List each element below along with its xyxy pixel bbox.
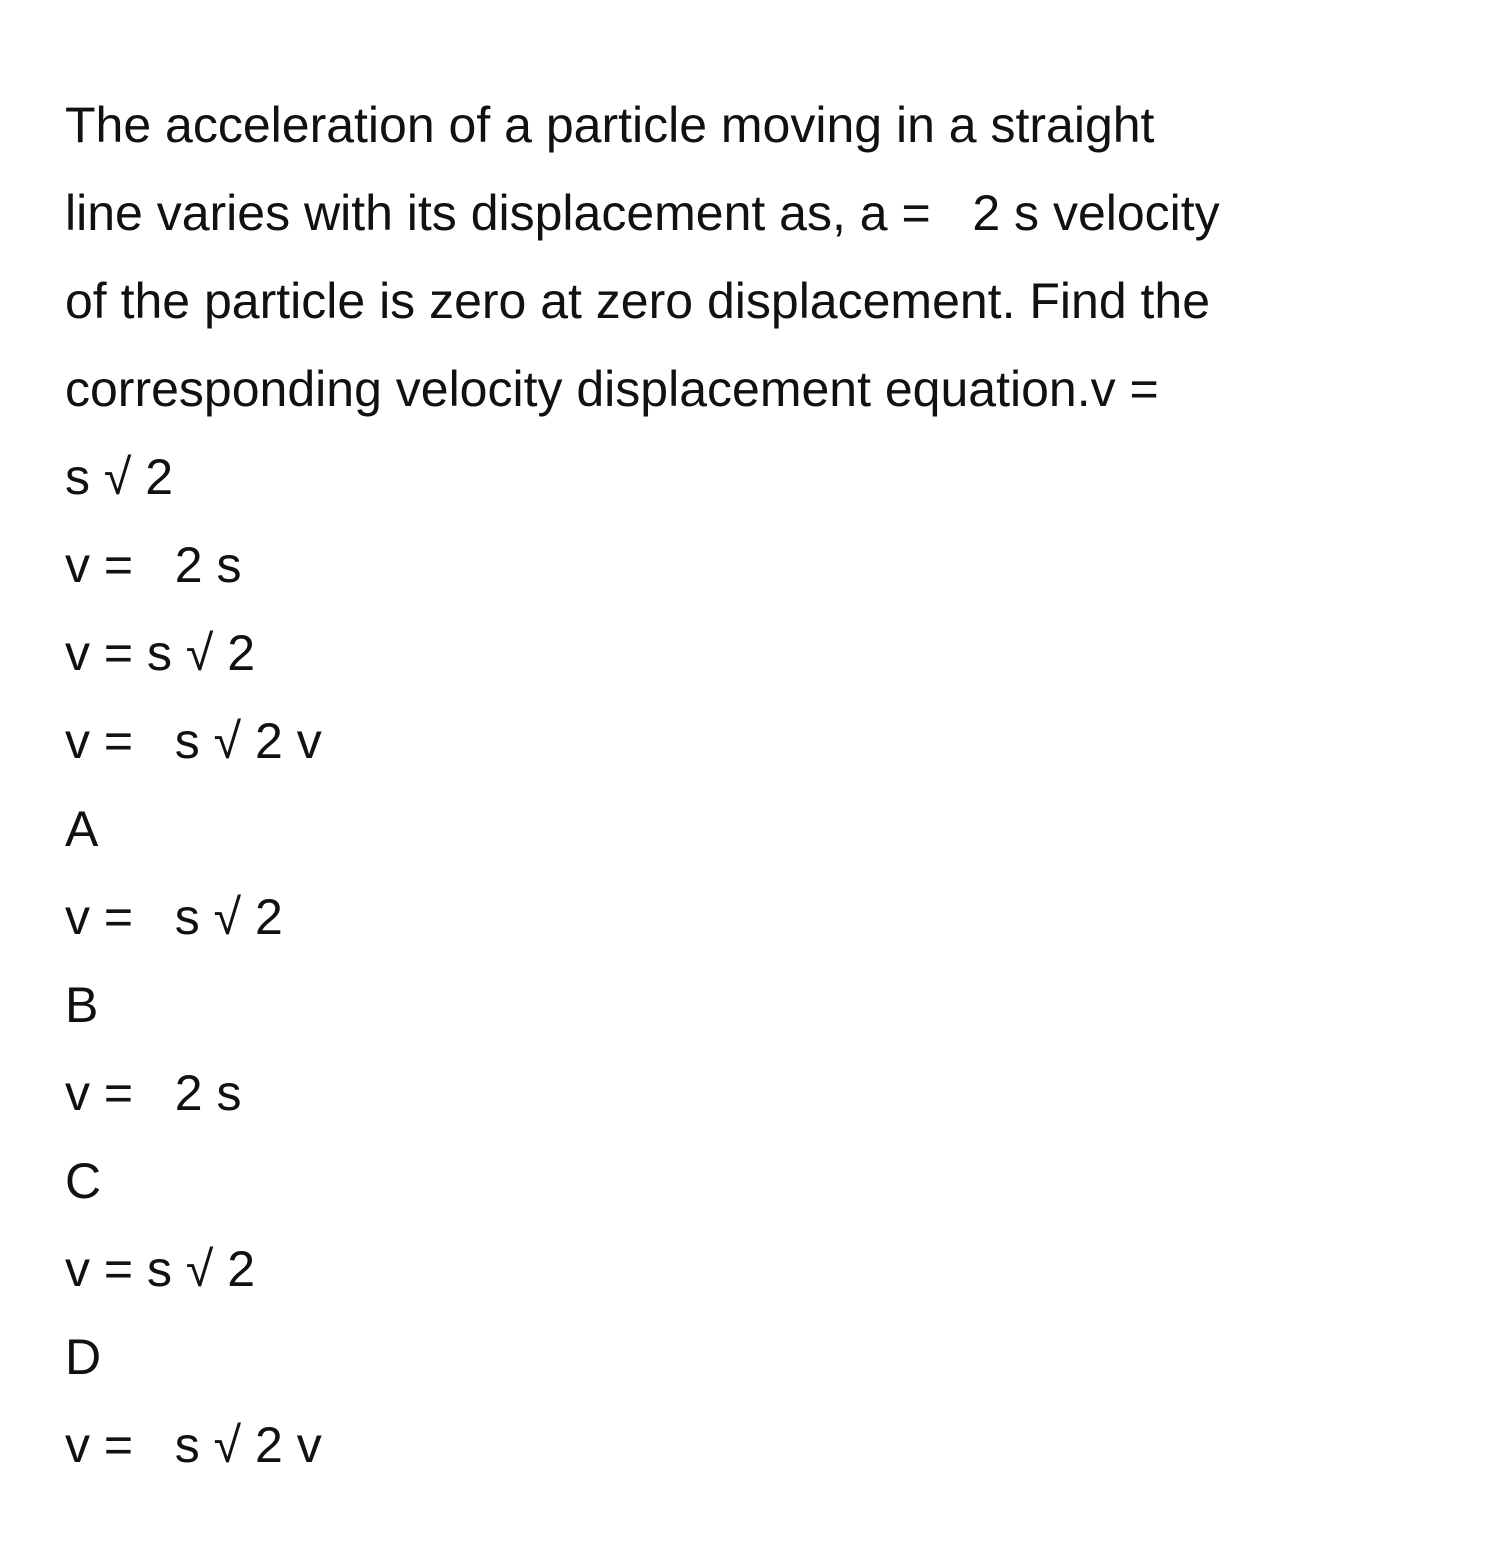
option-b-letter[interactable]: B — [65, 977, 99, 1033]
inline-choice-3: v = s √ 2 v — [65, 713, 322, 769]
inline-choice-2: v = s √ 2 — [65, 625, 256, 681]
question-text-line-5: s √ 2 — [65, 449, 174, 505]
option-c-letter[interactable]: C — [65, 1153, 102, 1209]
option-a-letter[interactable]: A — [65, 801, 99, 857]
question-text-line-1: The acceleration of a particle moving in a straight — [65, 97, 1155, 153]
option-b-text[interactable]: v = 2 s — [65, 1065, 242, 1121]
question-text-line-3: of the particle is zero at zero displacement. Find the — [65, 273, 1211, 329]
inline-choice-1: v = 2 s — [65, 537, 242, 593]
question-text-line-4: corresponding velocity displacement equation.v = — [65, 361, 1159, 417]
option-c-text[interactable]: v = s √ 2 — [65, 1241, 256, 1297]
option-d-text[interactable]: v = s √ 2 v — [65, 1417, 322, 1473]
option-d-letter[interactable]: D — [65, 1329, 102, 1385]
option-a-text[interactable]: v = s √ 2 — [65, 889, 283, 945]
question-text-line-2: line varies with its displacement as, a = 2 s velocity — [65, 185, 1220, 241]
question-document — [65, 81, 1445, 1489]
